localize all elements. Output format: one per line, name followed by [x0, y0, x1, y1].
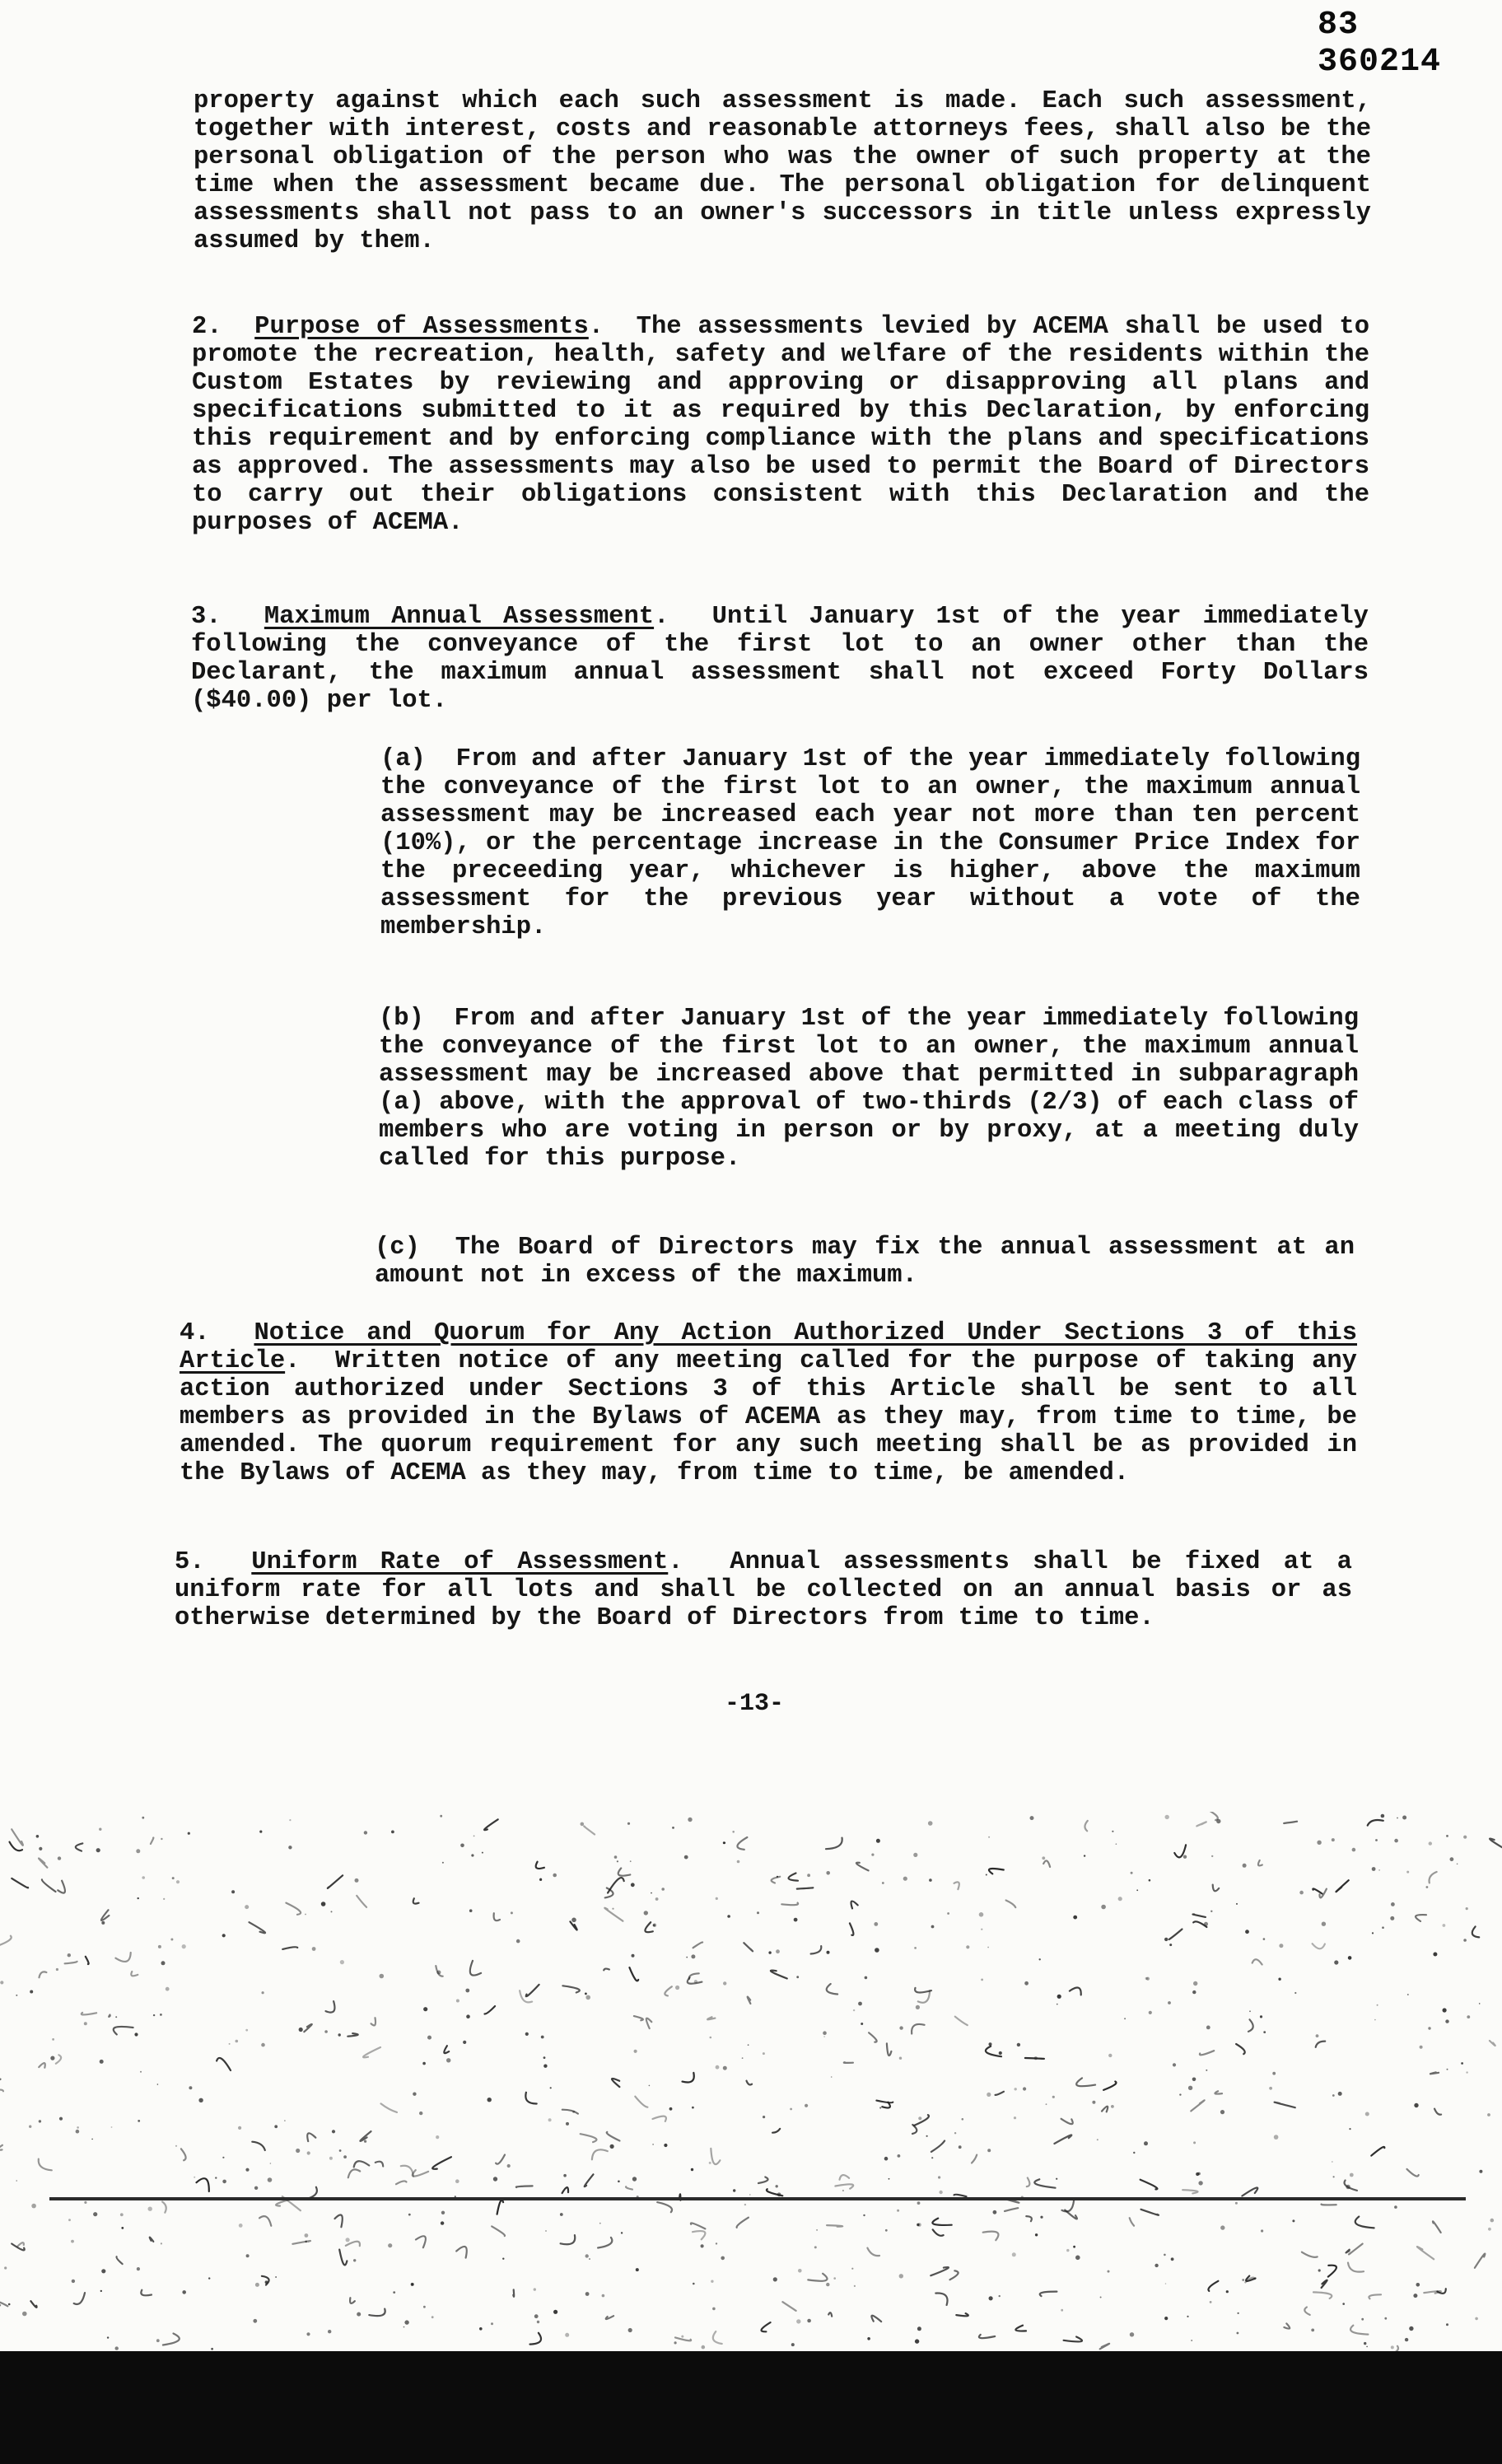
section-3-number: 3. [191, 603, 222, 631]
subparagraph-c-label: (c) [375, 1234, 420, 1262]
section-2-body: The assessments levied by ACEMA shall be used to promote the recreation, health, safety and welfare of the residents within the Custom Estates by reviewing and approving or disapproving all plans and specifications submitted to it as required by this Declaration, by enforcing this requirement and by enforcing compliance with the plans and specifications as approved. The assessments may also be used to permit the Board of Directors to carry out their obligations consistent with this Declaration and the purposes of ACEMA. [192, 313, 1369, 537]
subparagraph-b-text: From and after January 1st of the year immediately following the conveyance of the first lot to an owner, the maximum annual assessment may be increased above that permitted in subparagraph (a) above, with the approval of two-thirds (2/3) of each class of members who are voting in person or by proxy, at a meeting duly called for this purpose. [379, 1005, 1360, 1173]
section-3-body: Until January 1st of the year immediately following the conveyance of the first lot to an owner other than the Declarant, the maximum annual assessment shall not exceed Forty Dollars ($40.00) per lot. [191, 603, 1369, 715]
section-2-paragraph: 2. Purpose of Assessments. The assessments levied by ACEMA shall be used to promote the recreation, health, safety and welfare of the residents within the Custom Estates by reviewing and approving or disapproving all plans and specifications submitted to it as required by this Declaration, by enforcing this requirement and by enforcing compliance with the plans and specifications as approved. The assessments may also be used to permit the Board of Directors to carry out their obligations consistent with this Declaration and the purposes of ACEMA. [192, 313, 1369, 537]
section-2-heading: Purpose of Assessments [254, 313, 589, 341]
section-4-paragraph: 4. Notice and Quorum for Any Action Authorized Under Sections 3 of this Article. Written notice of any meeting called for the purpose of taking any action authorized under Sections 3 of this Article shall be sent to all members as provided in the Bylaws of ACEMA as they may, from time to time, be amended. The quorum requirement for any such meeting shall be as provided in the Bylaws of ACEMA as they may, from time to time, be amended. [180, 1319, 1358, 1487]
subparagraph-b-label: (b) [379, 1005, 424, 1033]
subparagraph-a [380, 745, 1360, 941]
section-4-number: 4. [180, 1319, 210, 1347]
subparagraph-a-text: From and after January 1st of the year immediately following the conveyance of the first lot to an owner, the maximum annual assessment may be increased each year not more than ten percent (10%), or the percentage increase in the Consumer Price Index for the preceeding year, whichever is higher, above the maximum assessment for the previous year without a vote of the membership. [380, 745, 1361, 941]
subparagraph-c [375, 1234, 1355, 1290]
section-4-body: Written notice of any meeting called for the purpose of taking any action authorized under Sections 3 of this Article shall be sent to all members as provided in the Bylaws of ACEMA as they may, from time to time, be amended. The quorum requirement for any such meeting shall be as provided in the Bylaws of ACEMA as they may, from time to time, be amended. [180, 1347, 1357, 1487]
subparagraph-c-text: The Board of Directors may fix the annual assessment at an amount not in excess of the maximum. [375, 1234, 1355, 1290]
scan-noise [0, 1812, 1502, 2355]
section-5-body: Annual assessments shall be fixed at a uniform rate for all lots and shall be collected on an annual basis or as otherwise determined by the Board of Directors from time to time. [175, 1548, 1352, 1632]
section-5-number: 5. [175, 1548, 205, 1576]
section-3-paragraph: 3. Maximum Annual Assessment. Until January 1st of the year immediately following the conveyance of the first lot to an owner other than the Declarant, the maximum annual assessment shall not exceed Forty Dollars ($40.00) per lot. [191, 603, 1369, 715]
section-2-number: 2. [192, 313, 222, 341]
scan-border [0, 2351, 1502, 2464]
subparagraph-a-label: (a) [380, 745, 426, 773]
section-4-heading: Notice and Quorum for Any Action Authorized Under Sections 3 of this Article [180, 1319, 1358, 1375]
section-5-heading: Uniform Rate of Assessment [251, 1548, 669, 1576]
document-number: 83 360214 [1318, 7, 1442, 81]
section-5-paragraph: 5. Uniform Rate of Assessment. Annual assessments shall be fixed at a uniform rate for all lots and shall be collected on an annual basis or as otherwise determined by the Board of Directors from time to time. [175, 1548, 1352, 1632]
page-number: -13- [725, 1690, 785, 1718]
subparagraph-b [379, 1005, 1359, 1173]
section-3-heading: Maximum Annual Assessment [264, 603, 655, 631]
intro-paragraph: property against which each such assessment is made. Each such assessment, together with interest, costs and reasonable attorneys fees, shall also be the personal obligation of the person who was the owner of such property at the time when the assessment became due. The personal obligation for delinquent assessments shall not pass to an owner's successors in title unless expressly assumed by them. [194, 87, 1371, 255]
scan-edge-line [49, 2197, 1466, 2200]
